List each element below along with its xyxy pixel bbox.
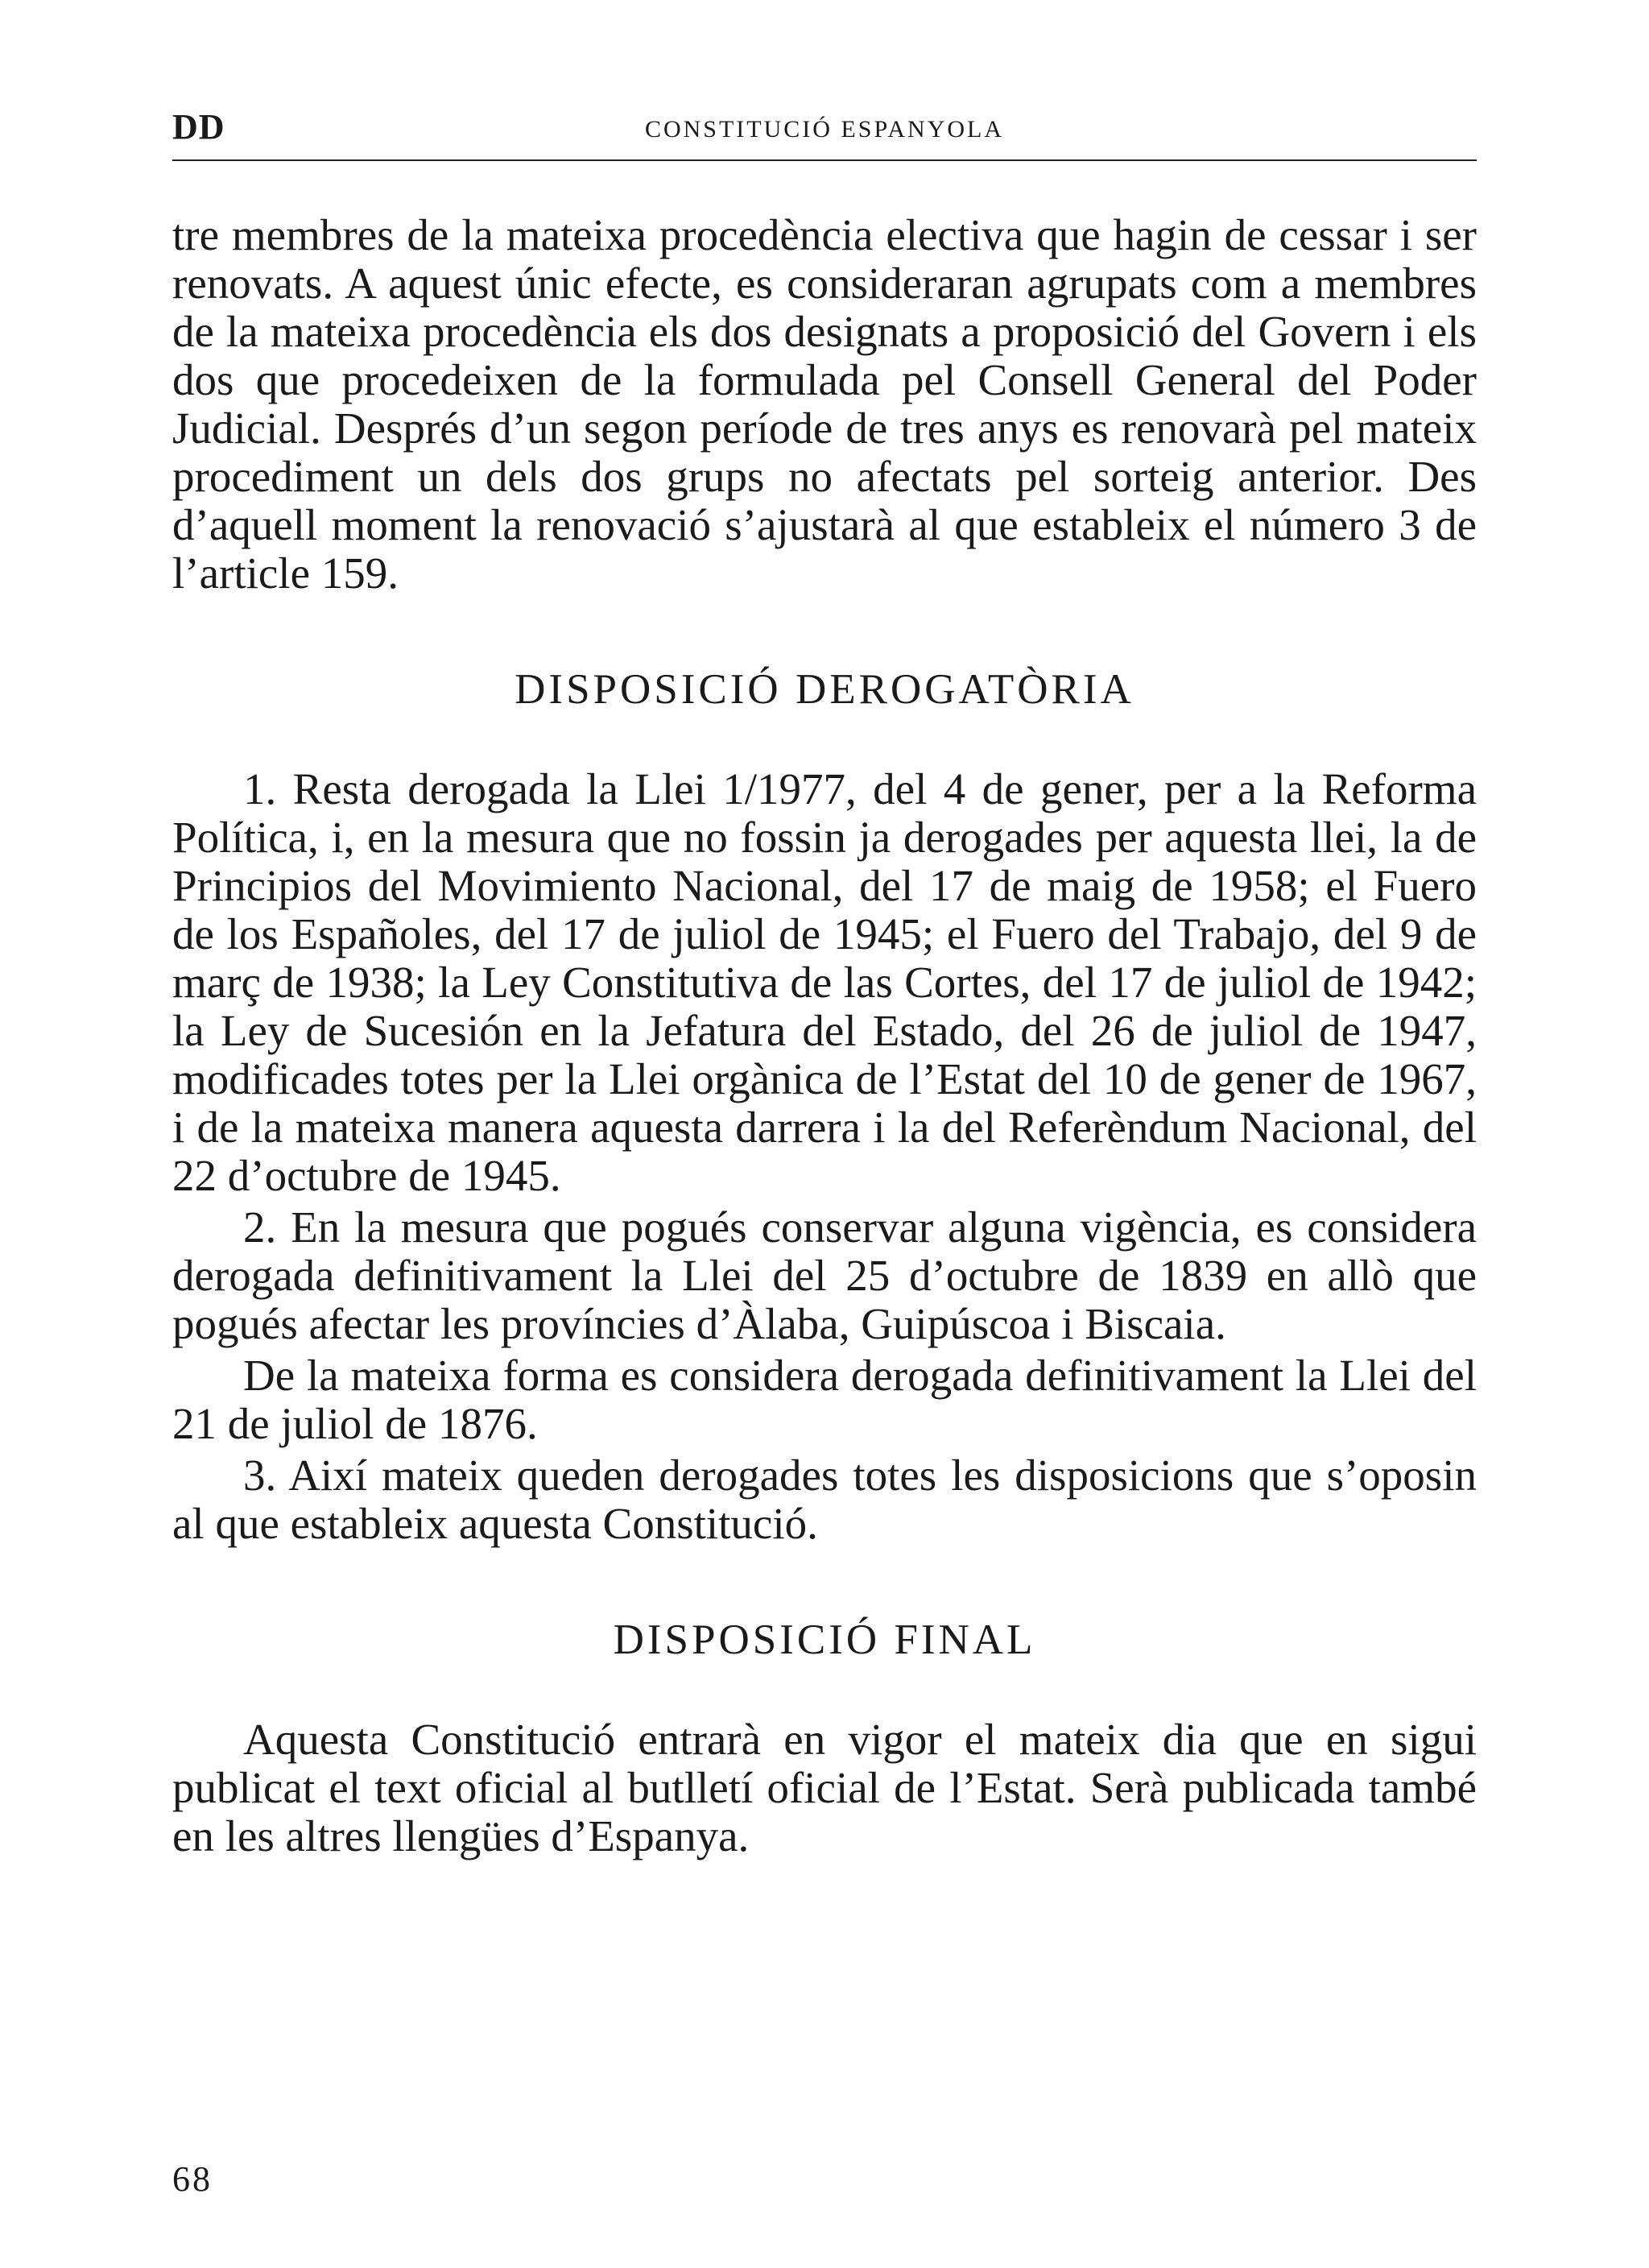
final-title: DISPOSICIÓ FINAL (613, 1616, 1036, 1663)
section-mark: DD (172, 107, 225, 147)
final-paragraph: Aquesta Constitució entrarà en vigor el mateix dia que en sigui publicat el text oficial al butlletí oficial de l’Estat. Serà publicada també en les altres llengües d’Espanya. (172, 1715, 1477, 1860)
derogatory-title: DISPOSICIÓ DEROGATÒRIA (515, 666, 1134, 713)
intro-paragraph: tre membres de la mateixa procedència electiva que hagin de cessar i ser renovats. A aquest únic efecte, es consideraran agrupats com a membres de la mateixa procedència els dos designats a proposició del Govern i els dos que procedeixen de la formulada pel Consell General del Poder Judicial. Després d’un segon període de tres anys es renovarà pel mateix procediment un dels dos grups no afectats pel sorteig anterior. Des d’aquell moment la renovació s’ajustarà al que estableix el número 3 de l’article 159. (172, 210, 1477, 598)
derogatory-paragraph-3: De la mateixa forma es considera derogada definitivament la Llei del 21 de juliol de 1876. (172, 1351, 1477, 1448)
running-title: CONSTITUCIÓ ESPANYOLA (644, 116, 1005, 143)
derogatory-paragraph-1: 1. Resta derogada la Llei 1/1977, del 4 de gener, per a la Reforma Política, i, en la mesura que no fossin ja derogades per aquesta llei, la de Principios del Movimiento Nacional, del 17 de maig de 1958; el Fuero de los Españoles, del 17 de juliol de 1945; el Fuero del Trabajo, del 9 de març de 1938; la Ley Constitutiva de las Cortes, del 17 de juliol de 1942; la Ley de Sucesión en la Jefatura del Estado, del 26 de juliol de 1947, modificades totes per la Llei orgànica de l’Estat del 10 de gener de 1967, i de la mateixa manera aquesta darrera i la del Referèndum Nacional, del 22 d’octubre de 1945. (172, 764, 1477, 1200)
derogatory-paragraph-2: 2. En la mesura que pogués conservar alguna vigència, es considera derogada definitivament la Llei del 25 d’octubre de 1839 en allò que pogués afectar les províncies d’Àlaba, Guipúscoa i Biscaia. (172, 1202, 1477, 1348)
derogatory-paragraph-4: 3. Així mateix queden derogades totes les disposicions que s’oposin al que estableix aquesta Constitució. (172, 1451, 1477, 1548)
page-body (172, 211, 1477, 1860)
page-number: 68 (172, 2159, 213, 2199)
page-header (172, 103, 1477, 161)
